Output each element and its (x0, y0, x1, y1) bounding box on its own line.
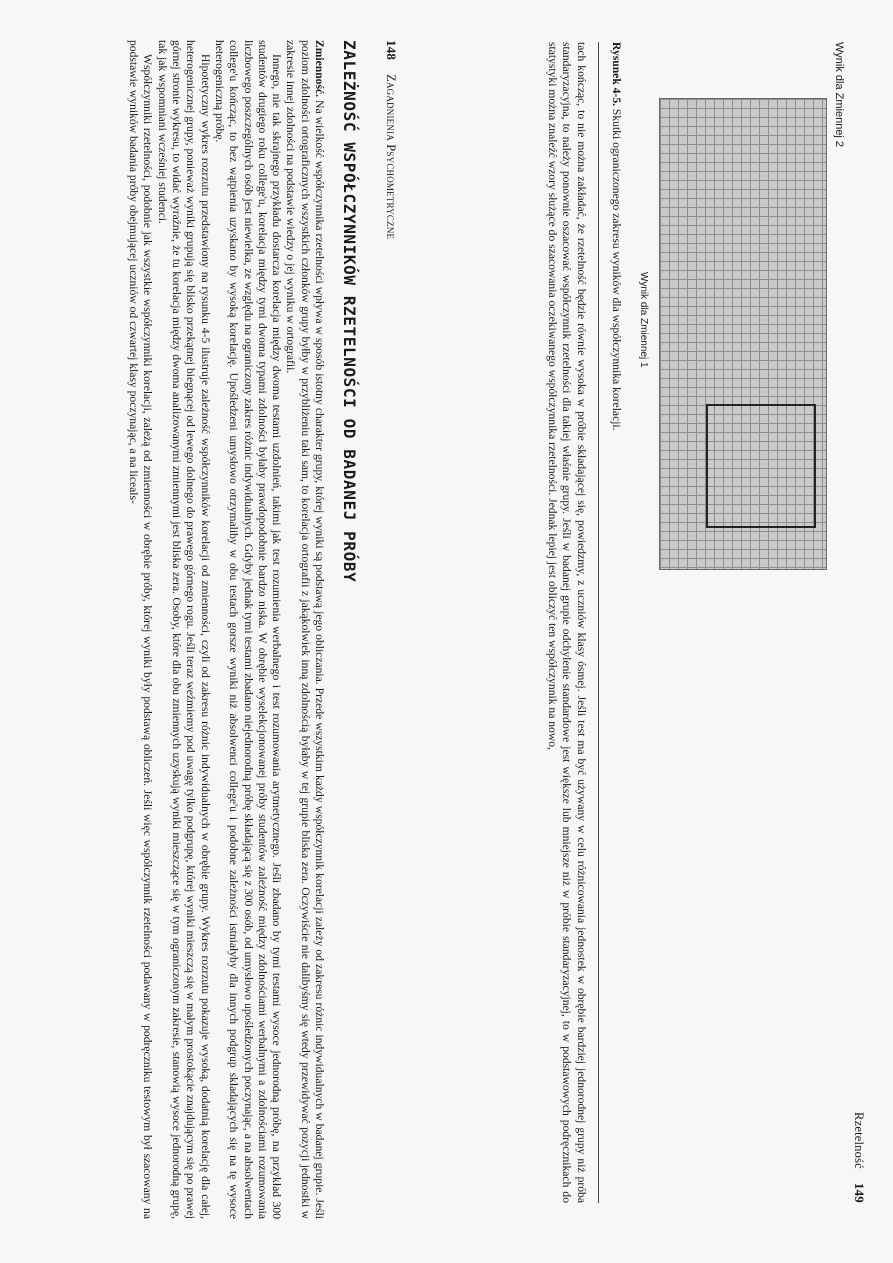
right-page-pane (447, 0, 893, 1263)
right-page-number: 149 (852, 1182, 867, 1203)
figure-4-5 (631, 42, 847, 1203)
left-page-number: 148 (384, 40, 399, 61)
caption-text: Skutki ograniczonego zakresu wyników dla współczynnika korelacji. (610, 106, 623, 431)
right-running-title: Rzetelność (852, 1112, 866, 1169)
caption-lead: Rysunek 4-5. (610, 42, 623, 107)
paragraph-text: Współczynniki rzetelności, podobnie jak wszystkie współczynniki korelacji, zależą od zmienności w obrębie próby, której wyniki były podstawą obliczeń. Jeśli więc współczynnik rzetelności podawany w podręczniku testowym był szacowany na podstawie wyników badania próby obejmującej uczniów od czwartej klasy poczynając, a na liceals- (127, 40, 155, 1219)
left-running-head (383, 40, 399, 1219)
figure-caption (598, 42, 623, 1203)
left-running-title: Zagadnienia Psychometryczne (384, 74, 398, 240)
paragraph-scatterplot (154, 40, 211, 1219)
scatterplot-grid (659, 98, 827, 570)
right-body-text (545, 42, 588, 1203)
figure-y-axis-label: Wynik dla Zmiennej 2 (833, 42, 845, 148)
paragraph-text: Innego, nie tak skrajnego przykładu dostarcza korelacja między dwoma testami uzdolnień, takimi jak test rozumienia werbalnego i test rozumowania arytmetycznego. Jeśli zbadano by tymi testami wysoce jednorodną próbę, na przykład 300 studentów drugiego roku college'u, korelacja między tymi dwoma typami zdolności byłaby prawdopodobnie bardzo niska. W obrębie wyselekcjonowanej próby studentów zależność między zdolnościami werbalnymi a zdolnościami rozumowania liczbowego poszczególnych osób jest niewielka, ze względu na ograniczony zakres różnic indywidualnych. Gdyby jednak tymi testami zbadano niejednorodną próbę składającą się z 300 osób, od umysłowo upośledzonych poczynając, a na absolwentach college'u kończąc, to bez wątpienia uzyskano by wysoką korelację. Upośledzeni umysłowo otrzymaliby w obu testach gorsze wyniki niż absolwenci college'u i podobne zależności istniałyby dla innych podgrup składających się na tę wysoce heterogeniczną próbę. (212, 40, 284, 1219)
paragraph-lead: Zmienność. (313, 40, 326, 98)
paragraph-text: Na wielkość współczynnika rzetelności wpływa w sposób istotny charakter grupy, której wyniki są podstawą jego obliczania. Przede wszystkim każdy współczynnik korelacji zależy od zakresu różnic indywidualnych w badanej grupie. Jeśli poziom zdolności ortograficznych wszystkich członków grupy byłby w przybliżeniu taki sam, to korelacja ortografii z jakąkolwiek inną zdolnością byłaby w tej grupie bliska zera. Oczywiście nie dalibyśmy się wtedy przewidywać pozycji jednostki w zakresie innej zdolności na podstawie wiedzy o jej wyniku w ortografii. (284, 40, 326, 1219)
section-heading: ZALEŻNOŚĆ WSPÓŁCZYNNIKÓW RZETELNOŚCI OD BADANEJ PRÓBY (340, 40, 359, 583)
restricted-range-rectangle (706, 404, 816, 528)
right-page (447, 0, 893, 1263)
paragraph-text: Hipotetyczny wykres rozrzutu przedstawiony na rysunku 4-5 ilustruje zależność współczynników korelacji od zmienności, czyli od zakresu różnic indywidualnych w obrębie grupy. Wykres rozrzutu pokazuje wysoką, dodatnią korelację dla całej, heterogenicznej grupy, ponieważ wyniki grupują się blisko przekątnej biegnącej od lewego dolnego do prawego górnego rogu. Jeśli teraz weźmiemy pod uwagę tylko podgrupę, której wyniki mieszczą się w małym prostokącie znajdującym się po prawej górnej stronie wykresu, to widać wyraźnie, że tu korelacja między dwoma analizowanymi zmiennymi jest bliska zera. Osoby, które dla obu zmiennych uzyskują wyniki mieszczące się w tym ograniczonym zakresie, stanowią wysoce jednorodną grupę, tak jak wspomniani wcześniej studenci. (155, 40, 212, 1219)
paragraph-continuation: tach kończąc, to nie można zakładać, że rzetelność będzie równie wysoka w próbie składającej się, powiedzmy, z uczniów klasy ósmej. Jeśli test ma być używany w celu różnicowania jednostek w obrębie bardziej jednorodnej grupy niż próba standaryzacyjna, to należy ponownie oszacować współczynnik rzetelności dla takiej właśnie grupy. Jeśli w badanej grupie odchylenie standardowe jest większe lub mniejsze niż w próbie standaryzacyjnej, to w podstawowych podręcznikach do statystyki można znaleźć wzory służące do szacowania oczekiwanego współczynnika rzetelności. Jednak lepiej jest obliczyć ten współczynnik na nowo, (546, 42, 588, 1203)
right-running-head (851, 42, 867, 1203)
paragraph-variability (283, 40, 326, 1219)
figure-x-axis-label: Wynik dla Zmiennej 1 (638, 272, 649, 368)
paragraph-example (212, 40, 283, 1219)
left-body-text (126, 40, 326, 1219)
paragraph-reliability (126, 40, 155, 1219)
